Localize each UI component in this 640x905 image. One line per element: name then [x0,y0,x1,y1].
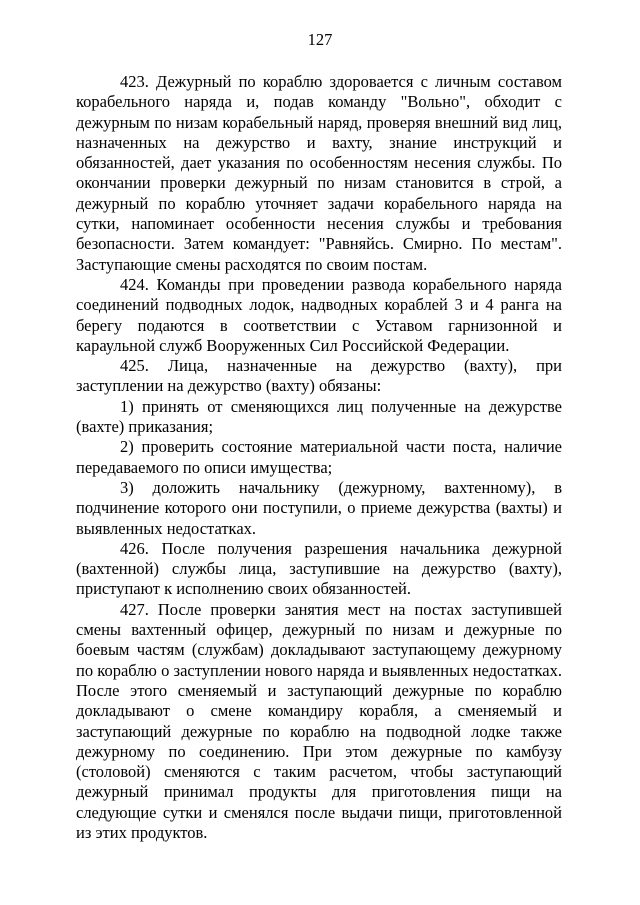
paragraph-424: 424. Команды при проведении развода корабельного наряда соединений подводных лодок, надводных кораблей 3 и 4 ранга на берегу подаются в соответствии с Уставом гарнизонной и караульной служб Вооруженных Сил Российской Федерации. [76,274,562,355]
list-item-3: 3) доложить начальнику (дежурному, вахтенному), в подчинение которого они поступили, о приеме дежурства (вахты) и выявленных недостатках. [76,477,562,538]
paragraph-423: 423. Дежурный по кораблю здоровается с личным составом корабельного наряда и, подав команду "Вольно", обходит с дежурным по низам корабельный наряд, проверяя внешний вид лиц, назначенных на дежурство и вахту, знание инструкций и обязанностей, дает указания по особенностям несения службы. По окончании проверки дежурный по низам становится в строй, а дежурный по кораблю уточняет задачи корабельного наряда на сутки, напоминает особенности несения службы и требования безопасности. Затем командует: "Равняйсь. Смирно. По местам". Заступающие смены расходятся по своим постам. [76,72,562,274]
list-item-2: 2) проверить состояние материальной части поста, наличие передаваемого по описи имущества; [76,437,562,477]
paragraph-425: 425. Лица, назначенные на дежурство (вахту), при заступлении на дежурство (вахту) обязаны: [76,356,562,396]
paragraph-427: 427. После проверки занятия мест на постах заступившей смены вахтенный офицер, дежурный по низам и дежурные по боевым частям (службам) докладывают заступающему дежурному по кораблю о заступлении нового наряда и выявленных недостатках. После этого сменяемый и заступающий дежурные по кораблю докладывают о смене командиру корабля, а сменяемый и заступающий дежурные по кораблю на подводной лодке также дежурному по соединению. При этом дежурные по камбузу (столовой) сменяются с таким расчетом, чтобы заступающий дежурный принимал продукты для приготовления пищи на следующие сутки и сменялся после выдачи пищи, приготовленной из этих продуктов. [76,599,562,842]
paragraph-426: 426. После получения разрешения начальника дежурной (вахтенной) службы лица, заступившие на дежурство (вахту), приступают к исполнению своих обязанностей. [76,538,562,599]
body-text [76,72,562,843]
page-number: 127 [307,30,333,49]
list-item-1: 1) принять от сменяющихся лиц полученные на дежурстве (вахте) приказания; [76,396,562,437]
